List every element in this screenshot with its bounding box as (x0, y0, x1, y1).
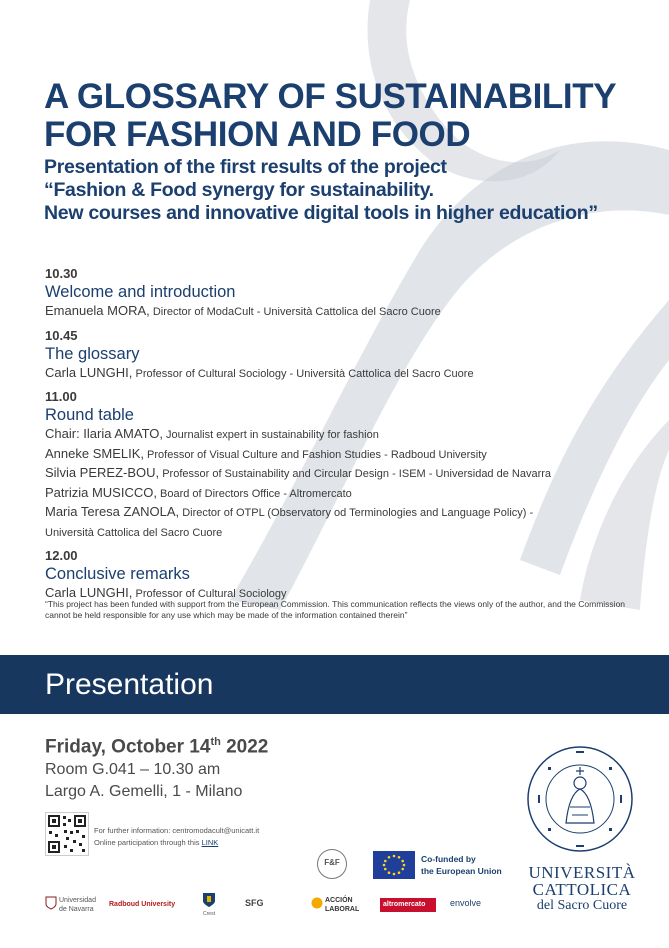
partner-logo-radboud (109, 892, 181, 918)
partner-logo-altromercato (380, 898, 436, 912)
online-link[interactable]: LINK (201, 838, 219, 847)
slot-time: 10.30 (45, 266, 78, 281)
speaker-name: Patrizia MUSICCO, (45, 484, 157, 500)
eu-flag-icon (373, 851, 415, 879)
speaker-role: Director of OTPL (Observatory od Terminologies and Language Policy) - (179, 507, 534, 519)
event-details (45, 730, 268, 803)
info-contact: For further information: centromodacult@unicatt.it (94, 826, 260, 835)
event-address: Largo A. Gemelli, 1 - Milano (45, 783, 243, 801)
page-title (44, 78, 644, 154)
title-line-2: FOR FASHION AND FOOD (44, 115, 471, 154)
partner-label: altromercato (383, 901, 426, 908)
event-date-suffix: 2022 (220, 736, 269, 758)
accion-laboral-icon (311, 897, 323, 909)
navarra-crest-icon (45, 896, 57, 910)
speaker-line (45, 464, 645, 484)
funding-disclaimer: “This project has been funded with support from the European Commission. This communication reflects the views only of the author, and the Commission cannot be held responsible for any use which may be made of the information contained therein” (45, 599, 626, 620)
program-slot (45, 389, 645, 542)
speaker-name: Anneke SMELIK, (45, 445, 144, 461)
university-name-line-2: CATTOLICA (532, 880, 632, 899)
slot-title: Welcome and introduction (45, 283, 236, 301)
speaker-role: Professor of Visual Culture and Fashion Studies - Radboud University (144, 448, 487, 461)
speaker-role: Board of Directors Office - Altromercato (156, 487, 352, 500)
speaker-role: Professor of Cultural Sociology - Università Cattolica del Sacro Cuore (132, 367, 474, 380)
partner-logos (45, 892, 515, 922)
university-name-line-1: UNIVERSITÀ (528, 863, 636, 882)
speaker-name: Maria Teresa ZANOLA, (45, 504, 180, 519)
speaker-line (45, 425, 645, 445)
partner-label: Crest (203, 911, 215, 917)
university-name-line-3: del Sacro Cuore (536, 898, 628, 913)
speaker-role: Professor of Cultural Sociology (132, 588, 287, 600)
info-online (94, 837, 259, 849)
speaker-name: Emanuela MORA, (45, 303, 150, 318)
partner-logo-accion-laboral (311, 892, 373, 918)
speaker-role: Director of ModaCult - Università Cattolica del Sacro Cuore (149, 306, 441, 318)
subtitle-line-1: Presentation of the first results of the project (44, 156, 447, 178)
partner-logo-sfg (245, 892, 301, 918)
crest-icon (202, 892, 216, 908)
qr-code-icon (46, 813, 88, 855)
slot-time: 10.45 (45, 327, 78, 343)
event-date-prefix: Friday, October 14 (45, 736, 211, 758)
presentation-band (0, 655, 669, 714)
speaker-line (45, 302, 645, 322)
ff-logo-text: F&F (324, 858, 340, 867)
title-line-1: A GLOSSARY OF SUSTAINABILITY (44, 77, 617, 116)
info-online-prefix: Online participation through this (94, 838, 202, 847)
event-date-sup: th (210, 736, 221, 748)
event-date (45, 730, 268, 759)
eu-text (421, 853, 502, 877)
subtitle (44, 156, 664, 225)
partner-label: envolve (450, 898, 482, 908)
program-slot (45, 328, 645, 384)
eu-line-1: Co-funded by (421, 854, 476, 864)
subtitle-line-2: “Fashion & Food synergy for sustainability. (44, 179, 434, 201)
eu-line-2: the European Union (421, 866, 502, 876)
speaker-name: Carla LUNGHI, (45, 364, 133, 380)
program-schedule (45, 266, 645, 610)
university-name (522, 864, 642, 914)
university-seal-icon (526, 745, 634, 853)
program-slot (45, 548, 645, 604)
partner-label: Universidad de Navarra (59, 897, 96, 913)
band-label: Presentation (45, 668, 214, 701)
subtitle-line-3: New courses and innovative digital tools in higher education” (44, 202, 598, 224)
speaker-name: Chair: Ilaria AMATO, (45, 426, 163, 441)
partner-label: Radboud University (109, 901, 176, 908)
partner-logo-crest (185, 892, 233, 918)
speaker-role: Università Cattolica del Sacro Cuore (45, 526, 223, 539)
speaker-name: Silvia PEREZ-BOU, (45, 465, 160, 480)
speaker-line (45, 503, 645, 523)
speaker-role: Professor of Sustainability and Circular Design - ISEM - Universidad de Navarra (159, 468, 552, 480)
partner-label: SFG (245, 898, 264, 908)
slot-title: Conclusive remarks (45, 565, 190, 583)
partner-logo-navarra (45, 892, 105, 918)
program-slot (45, 266, 645, 322)
event-room: Room G.041 – 10.30 am (45, 761, 221, 779)
slot-time: 11.00 (45, 389, 77, 404)
speaker-role: Journalist expert in sustainability for fashion (163, 429, 379, 441)
slot-title: The glossary (45, 344, 140, 363)
speaker-line (45, 445, 645, 465)
partner-logo-envolve (450, 892, 510, 918)
partner-label: ACCIÓN LABORAL (325, 897, 360, 913)
eu-cofunded-logo (373, 851, 523, 879)
speaker-line (45, 364, 645, 384)
fashion-food-logo (317, 849, 347, 879)
slot-time: 12.00 (45, 548, 78, 563)
info-block (94, 825, 259, 849)
speaker-name: Carla LUNGHI, (45, 585, 133, 600)
qr-code[interactable] (45, 812, 89, 856)
speaker-line (45, 484, 645, 504)
slot-title: Round table (45, 406, 134, 424)
speaker-line-continued (45, 523, 645, 543)
